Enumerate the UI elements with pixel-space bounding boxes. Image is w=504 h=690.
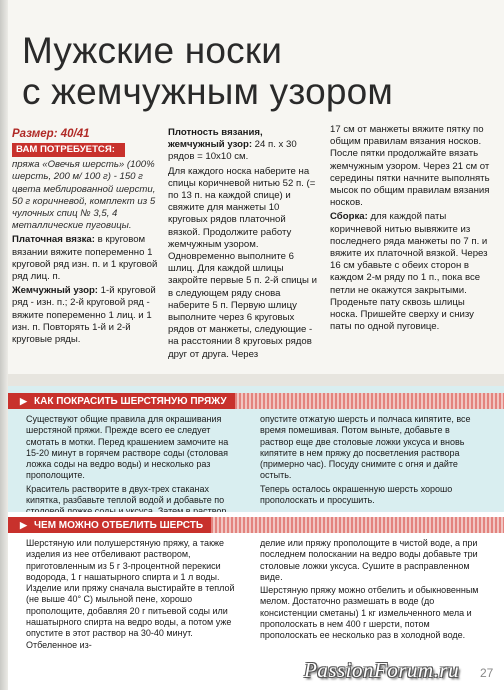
materials-badge: ВАМ ПОТРЕБУЕТСЯ: <box>12 143 125 157</box>
dyeing-heading-tab <box>8 393 235 409</box>
assembly-paragraph <box>330 211 490 333</box>
dyeing-heading: КАК ПОКРАСИТЬ ШЕРСТЯНУЮ ПРЯЖУ <box>34 395 227 407</box>
rib-stitch-title: Платочная вязка: <box>12 234 95 246</box>
dyeing-right-column <box>260 414 478 508</box>
instructions-body: Для каждого носка наберите на спицы коричневой нитью 52 п. (= по 13 п. на каждой спице) и свяжите для манжеты 10 круговых рядов платочной вязкой. Продолжите работу жемчужным узором. Одновременно выполните 6 шлиц. Для каждой шлицы закройте первые 5 п. 2-й спицы и в следующем ряду снова наберите 5 п. Первую шлицу выполните через 6 круговых рядов от манжеты, следующие - на расстоянии 8 круговых рядов друг от друга. Через <box>168 165 317 360</box>
rib-stitch-text: в круговом вязании вяжите попеременно 1 круговой ряд изн. п. и 1 круговой ряд лиц. п. <box>12 234 158 283</box>
bleaching-heading: ЧЕМ МОЖНО ОТБЕЛИТЬ ШЕРСТЬ <box>34 519 204 531</box>
materials-text <box>12 159 160 232</box>
bleaching-heading-bar <box>8 517 504 533</box>
divider-band <box>8 374 504 386</box>
column-continuation <box>330 124 490 335</box>
title-line-2: с жемчужным узором <box>22 71 394 112</box>
assembly-title: Сборка: <box>330 211 368 223</box>
dyeing-left-column <box>26 414 238 520</box>
materials-yarn: пряжа «Овечья шерсть» (100% шерсть, 200 м/ 100 г) <box>12 159 155 183</box>
materials-rest: - 150 г цвета меблированной шерсти, 50 г коричневой, комплект из 5 чулочных спиц № 3,5, 4 металлические пуговицы. <box>12 171 156 232</box>
pearl-stitch-text: 1-й круговой ряд - изн. п.; 2-й круговой ряд - вяжите попеременно 1 лиц. и 1 изн. п. Повторять 1-й и 2-й круговые ряды. <box>12 285 156 346</box>
bleaching-right-column <box>260 538 480 644</box>
density-title: Плотность вязания, жемчужный узор: <box>168 127 263 151</box>
title-line-1: Мужские носки <box>22 30 283 71</box>
density-text: 24 п. х 30 рядов = 10х10 см. <box>168 139 297 163</box>
bleaching-left-text: Шерстяную или полушерстяную пряжу, а также изделия из нее отбеливают раствором, приготовленным из 5 г 3-процентной перекиси водорода, 1 г нашатырного спирта и 1 л воды. Изделие или пряжу сначала выстирайте в теплой (не выше 40° С) мыльной пене, хорошо прополощите, добавляя 20 г питьевой соды или нашатырного спирта на ведро воды, а потом уже опустите в этот раствор на 30-40 минут. Отбеленное из- <box>26 538 235 650</box>
page-number: 27 <box>480 666 494 680</box>
dyeing-left-p2: Краситель растворите в двух-трех стаканах кипятка, разбавьте теплой водой и добавьте по <box>26 483 225 506</box>
dyeing-left-p1: Существуют общие правила для окрашивания шерстяной пряжи. Прежде всего ее следует смотать в мотки. Перед крашением замочите на 15-20 минут в горячем растворе соды (столовая ложка соды на ведро воды) и несколько раз прополощите. <box>26 414 229 481</box>
page-spine <box>0 0 8 690</box>
continuation-body: 17 см от манжеты вяжите пятку по общим правилам вязания носков. После пятки продолжайте вязать жемчужным узором. Через 21 см от середины пятки начните выполнять мысок по общим правилам вязания носков. <box>330 124 490 209</box>
dyeing-right-p1: опустите отжатую шерсть и полчаса кипятите, все время помешивая. Потом выньте, добавьте в раствор еще две столовые ложки уксуса и вновь кипятите в нем пряжу до посветления раствора (примерно час). Посуду снимите с огня и дайте остыть. <box>260 414 471 481</box>
bleaching-left-column <box>26 538 238 653</box>
watermark: PassionForum.ru <box>304 658 460 682</box>
size-label: Размер: 40/41 <box>12 128 90 140</box>
dyeing-right-p2: Теперь осталось окрашенную шерсть хорошо прополоскать и просушить. <box>260 483 453 506</box>
assembly-text: для каждой паты коричневой нитью вывяжите из последнего ряда манжеты по 7 п. и вяжите их платочной вязкой. Через 16 см убавьте с обеих сторон в каждом 2-м ряду по 1 п., пока все петли не окажутся закрытыми. Проденьте пату сквозь шлицы носка. Пришейте сверху и снизу паты по одной пуговице. <box>330 211 488 333</box>
bleaching-right-p1: делие или пряжу прополощите в чистой воде, а при последнем полоскании на ведро воды добавьте три столовые ложки уксуса. Сушите в расправленном виде. <box>260 538 478 582</box>
page-title <box>22 30 393 112</box>
arrow-right-icon: ▶ <box>20 520 27 530</box>
arrow-right-icon: ▶ <box>20 396 27 406</box>
column-instructions <box>168 127 318 363</box>
bleaching-right-p2: Шерстяную пряжу можно отбелить и обыкновенным мелом. Достаточно размешать в воде (до консистенции сметаны) 1 кг измельченного мела и прополоскать в нем 400 г шерсти, потом прополоскать ее несколько раз в холодной воде. <box>260 585 479 641</box>
rib-stitch-paragraph <box>12 234 160 283</box>
dyeing-heading-bar <box>8 393 504 409</box>
column-materials <box>12 143 160 348</box>
pearl-stitch-title: Жемчужный узор: <box>12 285 99 297</box>
bleaching-heading-tab <box>8 517 211 533</box>
density-paragraph <box>168 127 318 164</box>
pearl-stitch-paragraph <box>12 285 160 346</box>
bleaching-heading-pattern <box>211 517 504 533</box>
dyeing-heading-pattern <box>235 393 504 409</box>
